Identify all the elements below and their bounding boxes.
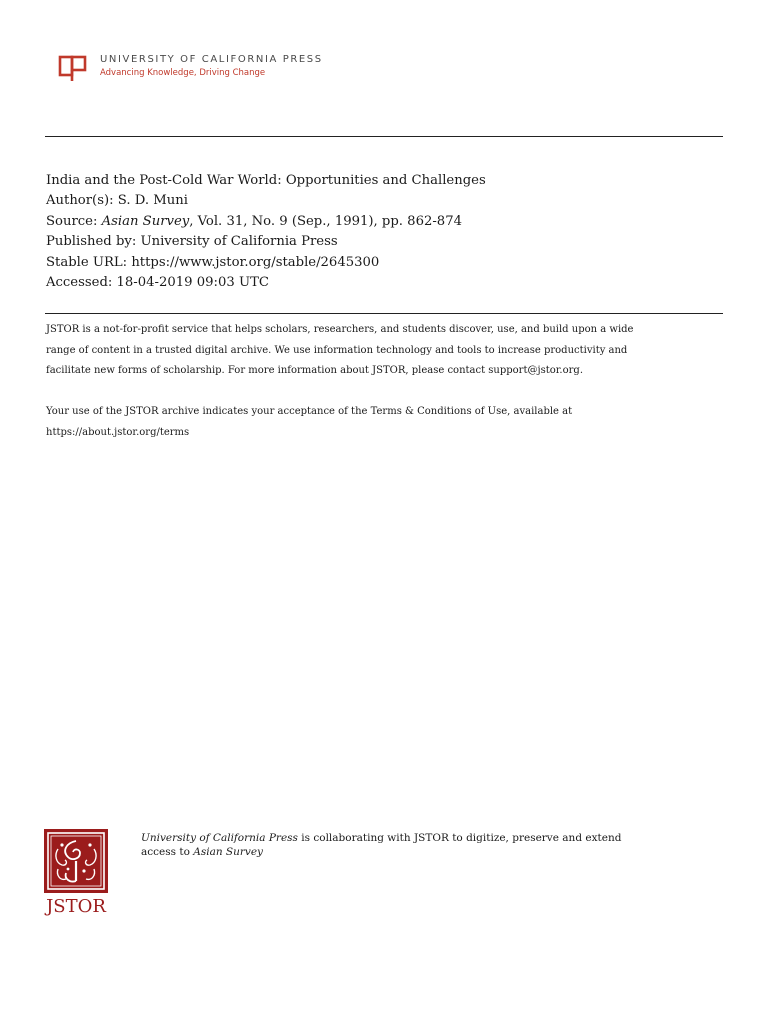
- publisher-name: UNIVERSITY OF CALIFORNIA PRESS: [100, 54, 323, 65]
- source-label: Source:: [46, 213, 98, 229]
- jstor-seal-icon: [44, 829, 108, 893]
- jstor-notice: [46, 320, 726, 382]
- authors-line: [46, 191, 486, 211]
- stable-url-label: Stable URL:: [46, 254, 128, 270]
- terms-line: Your use of the JSTOR archive indicates your acceptance of the Terms & Conditions of Use, available at: [46, 406, 573, 417]
- accessed-value: 18-04-2019 09:03 UTC: [116, 275, 269, 291]
- uc-press-logo-icon: [58, 53, 88, 83]
- publisher-tagline: Advancing Knowledge, Driving Change: [100, 68, 266, 78]
- top-divider: [45, 136, 723, 137]
- collab-access-prefix: access to: [141, 845, 194, 858]
- notice-line: JSTOR is a not-for-profit service that helps scholars, researchers, and students discover, use, and build upon a wide: [46, 324, 634, 335]
- collab-text: is collaborating with JSTOR to digitize, preserve and extend: [297, 832, 622, 844]
- middle-divider: [45, 313, 723, 314]
- authors-label: Author(s):: [46, 193, 114, 209]
- published-line: [46, 232, 486, 252]
- jstor-logo: [44, 829, 108, 921]
- collab-line-1: [141, 832, 741, 846]
- authors-value: S. D. Muni: [117, 193, 188, 209]
- article-title: India and the Post-Cold War World: Opportunities and Challenges: [46, 173, 486, 188]
- accessed-label: Accessed:: [46, 275, 113, 291]
- journal-name[interactable]: Asian Survey: [101, 213, 190, 229]
- source-details: , Vol. 31, No. 9 (Sep., 1991), pp. 862-874: [189, 213, 462, 229]
- collaboration-notice: [141, 832, 741, 859]
- collab-publisher: University of California Press: [141, 832, 298, 844]
- citation-block: [46, 171, 486, 293]
- terms-url-link[interactable]: https://about.jstor.org/terms: [46, 426, 190, 438]
- collab-line-2: [141, 846, 741, 860]
- publisher-value[interactable]: University of California Press: [140, 234, 338, 250]
- stable-url-link[interactable]: https://www.jstor.org/stable/2645300: [131, 254, 380, 270]
- notice-line: facilitate new forms of scholarship. For more information about JSTOR, please contact support@jstor.org.: [46, 365, 583, 376]
- jstor-wordmark: JSTOR: [46, 896, 106, 917]
- source-line: [46, 212, 486, 232]
- notice-line: range of content in a trusted digital archive. We use information technology and tools to increase productivity and: [46, 344, 628, 356]
- stable-url-line: [46, 253, 486, 273]
- collab-journal: Asian Survey: [193, 845, 263, 858]
- published-label: Published by:: [46, 234, 137, 250]
- accessed-line: [46, 273, 486, 293]
- terms-notice: [46, 402, 726, 443]
